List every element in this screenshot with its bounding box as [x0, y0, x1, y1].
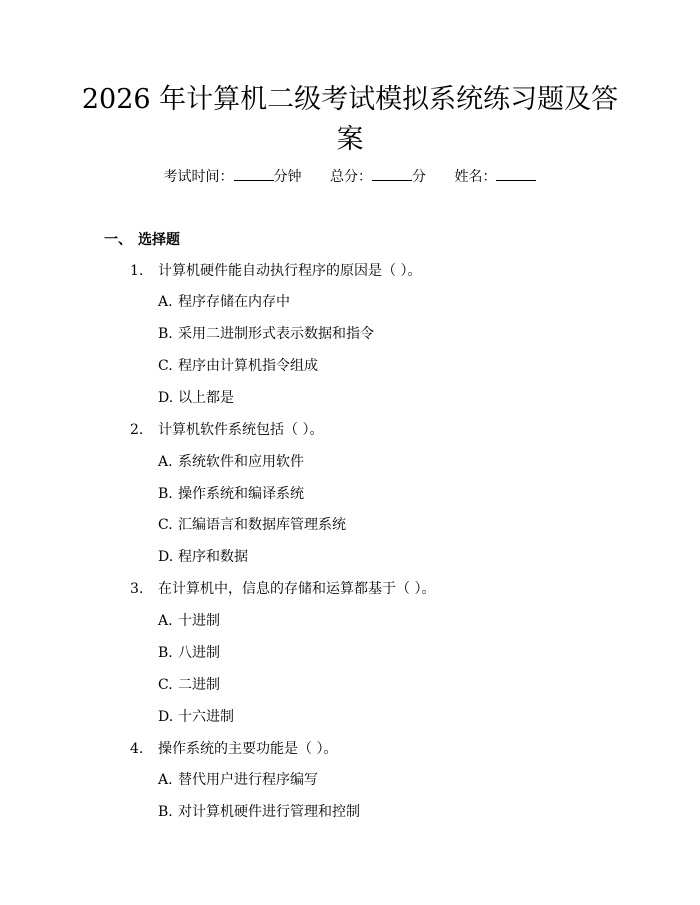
option-2c	[158, 516, 346, 534]
document-title	[70, 80, 630, 160]
option-2d	[158, 548, 248, 566]
option-text: 二进制	[178, 677, 220, 693]
option-text: 系统软件和应用软件	[178, 454, 304, 470]
question-number: 3.	[130, 581, 144, 597]
option-letter: A.	[158, 772, 173, 788]
option-2a	[158, 453, 304, 471]
option-letter: A.	[158, 454, 173, 470]
option-4a	[158, 771, 318, 789]
option-text: 采用二进制形式表示数据和指令	[178, 326, 374, 342]
option-letter: D.	[158, 549, 174, 565]
option-letter: B.	[158, 326, 173, 342]
option-letter: B.	[158, 645, 173, 661]
exam-time-blank	[234, 168, 274, 181]
option-text: 程序由计算机指令组成	[178, 358, 318, 374]
name-field	[454, 166, 536, 186]
option-text: 操作系统和编译系统	[178, 486, 304, 502]
option-3d	[158, 708, 234, 726]
option-letter: B.	[158, 804, 173, 820]
exam-time-unit: 分钟	[273, 169, 302, 185]
question-text: 计算机软件系统包括（ ）。	[158, 422, 324, 438]
option-letter: C.	[158, 677, 173, 693]
section-number: 一、	[104, 232, 132, 248]
option-text: 程序存储在内存中	[178, 294, 290, 310]
option-letter: D.	[158, 709, 174, 725]
title-line-1: 2026 年计算机二级考试模拟系统练习题及答	[81, 84, 619, 115]
title-line-2: 案	[336, 124, 364, 155]
question-1	[130, 262, 421, 280]
option-4b	[158, 803, 360, 821]
option-text: 以上都是	[178, 390, 234, 406]
option-3b	[158, 644, 220, 662]
option-2b	[158, 485, 304, 503]
name-blank	[496, 168, 536, 181]
option-3c	[158, 676, 220, 694]
question-4	[130, 740, 337, 758]
option-1d	[158, 389, 234, 407]
option-3a	[158, 612, 220, 630]
total-score-blank	[372, 168, 412, 181]
question-number: 1.	[130, 263, 144, 279]
question-text: 操作系统的主要功能是（ ）。	[158, 741, 338, 757]
total-score-unit: 分	[412, 169, 426, 185]
option-letter: B.	[158, 486, 173, 502]
question-2	[130, 421, 323, 439]
option-1b	[158, 325, 374, 343]
option-letter: C.	[158, 358, 173, 374]
question-text: 计算机硬件能自动执行程序的原因是（ ）。	[158, 263, 422, 279]
total-score-field	[330, 166, 426, 186]
option-text: 替代用户进行程序编写	[178, 772, 318, 788]
name-label: 姓名：	[454, 169, 497, 185]
exam-time-label: 考试时间：	[163, 169, 234, 185]
section-heading	[104, 229, 180, 249]
question-number: 2.	[130, 422, 144, 438]
option-text: 十进制	[178, 613, 220, 629]
option-letter: D.	[158, 390, 174, 406]
exam-time-field	[164, 166, 302, 186]
exam-info-row	[0, 166, 700, 186]
section-title: 选择题	[138, 232, 180, 248]
question-3	[130, 580, 435, 598]
option-text: 程序和数据	[178, 549, 248, 565]
option-1c	[158, 357, 318, 375]
option-letter: A.	[158, 294, 173, 310]
option-text: 对计算机硬件进行管理和控制	[178, 804, 360, 820]
option-1a	[158, 293, 290, 311]
option-text: 十六进制	[178, 709, 234, 725]
option-text: 汇编语言和数据库管理系统	[178, 517, 346, 533]
option-letter: A.	[158, 613, 173, 629]
total-score-label: 总分：	[330, 169, 372, 185]
option-letter: C.	[158, 517, 173, 533]
option-text: 八进制	[178, 645, 220, 661]
question-number: 4.	[130, 741, 144, 757]
question-text: 在计算机中，信息的存储和运算都基于（ ）。	[158, 581, 436, 597]
